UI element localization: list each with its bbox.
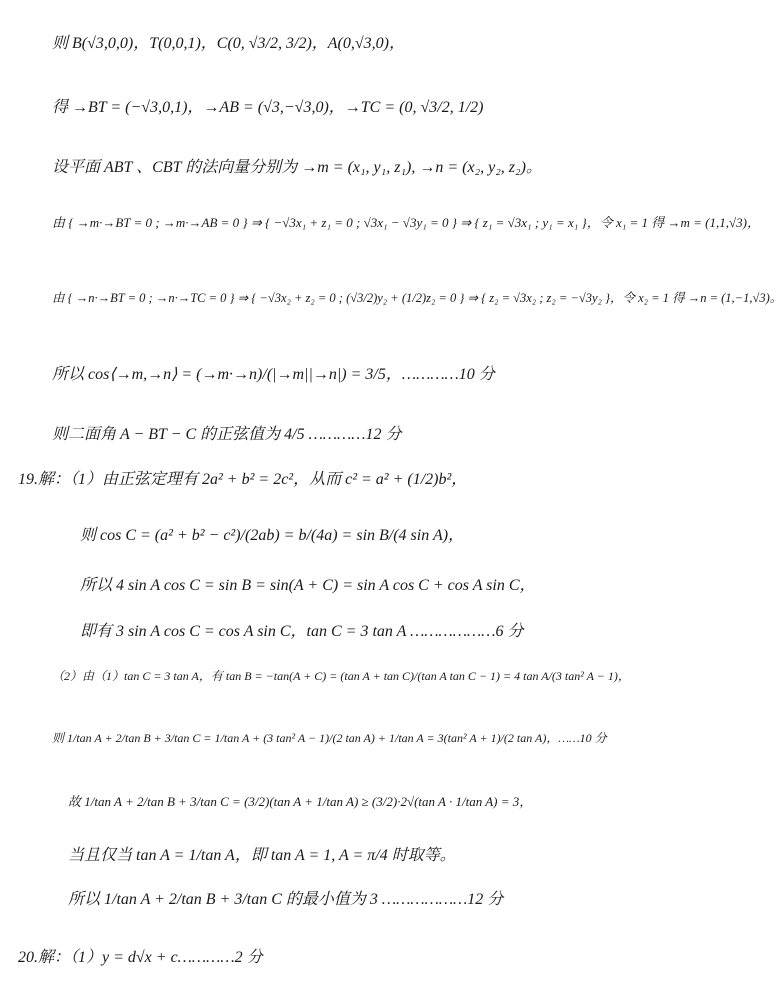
text-line: 则二面角 A − BT − C 的正弦值为 4/5 …………12 分 xyxy=(52,426,402,443)
text-line: 得 →BT = (−√3,0,1)，→AB = (√3,−√3,0)，→TC = (0, √3/2, 1/2) xyxy=(52,99,484,116)
text-line: 故 1/tan A + 2/tan B + 3/tan C = (3/2)(tan A + 1/tan A) ≥ (3/2)·2√(tan A · 1/tan A) = 3， xyxy=(68,794,533,809)
text-line: 即有 3 sin A cos C = cos A sin C，tan C = 3 tan A ………………6 分 xyxy=(80,623,524,640)
text-line: 所以 4 sin A cos C = sin B = sin(A + C) = sin A cos C + cos A sin C， xyxy=(80,577,536,594)
text-line: 20.解：（1）y = d√x + c…………2 分 xyxy=(18,949,263,966)
text-line: 则 cos C = (a² + b² − c²)/(2ab) = b/(4a) = sin B/(4 sin A)， xyxy=(80,527,465,544)
text-line: 由 { →n·→BT = 0 ; →n·→TC = 0 } ⇒ { −√3x₂ + z₂ = 0 ; (√3/2)y₂ + (1/2)z₂ = 0 } ⇒ { z₂ = √3x₂ ; z₂ = −√3y₂ }，令 x₂ = 1 得 →n = (1,−1,√3)。 xyxy=(52,291,782,305)
text-line: 则 B(√3,0,0)，T(0,0,1)，C(0, √3/2, 3/2)，A(0,√3,0)， xyxy=(52,35,405,52)
text-line: 则 1/tan A + 2/tan B + 3/tan C = 1/tan A + (3 tan² A − 1)/(2 tan A) + 1/tan A = 3(tan² A + 1)/(2 tan A)，……10 分 xyxy=(52,731,607,745)
text-line: 由 { →m·→BT = 0 ; →m·→AB = 0 } ⇒ { −√3x₁ + z₁ = 0 ; √3x₁ − √3y₁ = 0 } ⇒ { z₁ = √3x₁ ; y₁ = x₁ }，令 x₁ = 1 得 →m = (1,1,√3)， xyxy=(52,215,760,230)
text-line: 19.解：（1）由正弦定理有 2a² + b² = 2c²，从而 c² = a² + (1/2)b²， xyxy=(18,471,468,488)
text-line: 设平面 ABT 、CBT 的法向量分别为 →m = (x₁, y₁, z₁), →n = (x₂, y₂, z₂)。 xyxy=(52,159,542,176)
text-line: 当且仅当 tan A = 1/tan A，即 tan A = 1, A = π/4 时取等。 xyxy=(68,847,456,864)
text-line: （2）由（1）tan C = 3 tan A，有 tan B = −tan(A + C) = (tan A + tan C)/(tan A tan C − 1) = 4 tan A/(3 tan² A − 1)， xyxy=(52,669,630,683)
text-line: 所以 cos⟨→m,→n⟩ = (→m·→n)/(|→m||→n|) = 3/5，…………10 分 xyxy=(52,366,495,383)
text-line: 所以 1/tan A + 2/tan B + 3/tan C 的最小值为 3 ………………12 分 xyxy=(68,891,504,908)
